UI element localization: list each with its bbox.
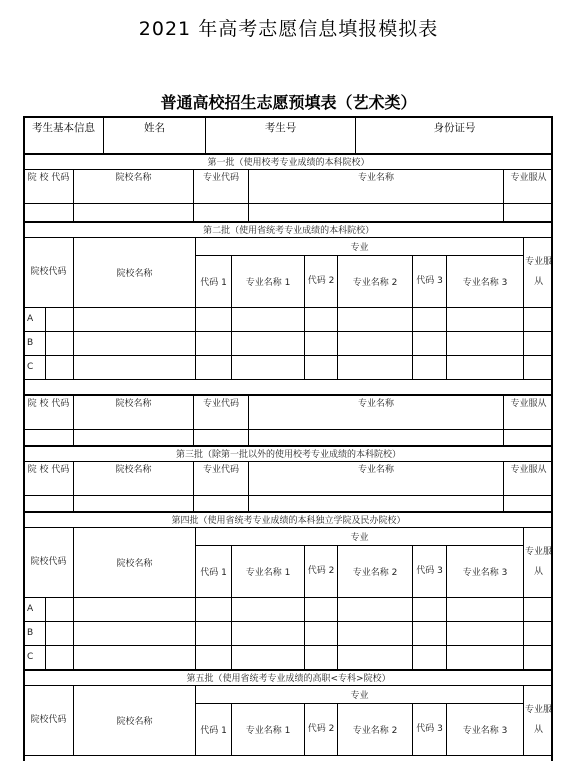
major-obey-header: 专业服从 bbox=[504, 395, 554, 429]
input-cell[interactable] bbox=[447, 597, 524, 621]
name2-header: 专业名称 2 bbox=[338, 255, 413, 307]
input-cell[interactable] bbox=[524, 331, 554, 355]
input-cell[interactable] bbox=[447, 645, 524, 669]
input-cell[interactable] bbox=[74, 203, 194, 221]
input-cell[interactable] bbox=[524, 597, 554, 621]
input-cell[interactable] bbox=[249, 495, 504, 511]
input-cell[interactable] bbox=[24, 429, 74, 445]
batch2-title: 第二批（使用省统考专业成绩的本科院校） bbox=[24, 222, 554, 237]
input-cell[interactable] bbox=[232, 331, 305, 355]
input-cell[interactable] bbox=[249, 429, 504, 445]
batch4-table bbox=[23, 512, 553, 670]
input-cell[interactable] bbox=[305, 331, 338, 355]
code1-header: 代码 1 bbox=[196, 703, 232, 755]
input-cell[interactable] bbox=[524, 355, 554, 379]
code2-header: 代码 2 bbox=[305, 255, 338, 307]
input-cell[interactable] bbox=[338, 645, 413, 669]
input-cell[interactable] bbox=[413, 645, 447, 669]
code2-header: 代码 2 bbox=[305, 545, 338, 597]
basic-info-table bbox=[23, 116, 553, 154]
input-cell[interactable] bbox=[249, 203, 504, 221]
input-cell[interactable] bbox=[413, 307, 447, 331]
code3-header: 代码 3 bbox=[413, 255, 447, 307]
row-label-b: B bbox=[24, 621, 46, 645]
row-label-b: B bbox=[24, 331, 46, 355]
input-cell[interactable] bbox=[194, 429, 249, 445]
batch1-table bbox=[23, 154, 553, 222]
spacer-row bbox=[24, 379, 554, 394]
input-cell[interactable] bbox=[232, 355, 305, 379]
input-cell[interactable] bbox=[74, 331, 196, 355]
name1-header: 专业名称 1 bbox=[232, 545, 305, 597]
school-code-header: 院 校 代码 bbox=[24, 395, 74, 429]
input-cell[interactable] bbox=[338, 331, 413, 355]
school-code-header: 院校代码 bbox=[24, 527, 74, 597]
input-cell[interactable] bbox=[24, 495, 74, 511]
school-code-header: 院 校 代码 bbox=[24, 461, 74, 495]
input-cell[interactable] bbox=[232, 645, 305, 669]
school-name-header: 院校名称 bbox=[74, 685, 196, 755]
input-cell[interactable] bbox=[74, 429, 194, 445]
major-group-header: 专业 bbox=[196, 527, 524, 545]
name3-header: 专业名称 3 bbox=[447, 703, 524, 755]
input-cell[interactable] bbox=[46, 355, 74, 379]
major-name-header: 专业名称 bbox=[249, 169, 504, 203]
name3-header: 专业名称 3 bbox=[447, 255, 524, 307]
input-cell[interactable] bbox=[196, 597, 232, 621]
school-name-header: 院校名称 bbox=[74, 395, 194, 429]
major-code-header: 专业代码 bbox=[194, 395, 249, 429]
input-cell[interactable] bbox=[24, 203, 74, 221]
name2-header: 专业名称 2 bbox=[338, 545, 413, 597]
major-obey-header: 专业服从 bbox=[524, 237, 554, 307]
input-cell[interactable] bbox=[74, 307, 196, 331]
batch5-table bbox=[23, 670, 553, 756]
input-cell[interactable] bbox=[46, 621, 74, 645]
input-cell[interactable] bbox=[338, 597, 413, 621]
batch3-table bbox=[23, 446, 553, 512]
school-name-header: 院校名称 bbox=[74, 169, 194, 203]
form-subtitle: 普通高校招生志愿预填表（艺术类） bbox=[160, 93, 417, 112]
input-cell[interactable] bbox=[413, 331, 447, 355]
name1-header: 专业名称 1 bbox=[232, 255, 305, 307]
input-cell[interactable] bbox=[447, 621, 524, 645]
input-cell[interactable] bbox=[447, 355, 524, 379]
id-number-label: 身份证号 bbox=[356, 117, 554, 153]
input-cell[interactable] bbox=[504, 495, 554, 511]
exam-number-label: 考生号 bbox=[206, 117, 356, 153]
application-form bbox=[23, 116, 553, 761]
input-cell[interactable] bbox=[524, 307, 554, 331]
major-obey-header: 专业服从 bbox=[524, 527, 554, 597]
school-name-header: 院校名称 bbox=[74, 527, 196, 597]
input-cell[interactable] bbox=[504, 429, 554, 445]
major-group-header: 专业 bbox=[196, 685, 524, 703]
input-cell[interactable] bbox=[305, 621, 338, 645]
major-obey-header: 专业服从 bbox=[524, 685, 554, 755]
row-label-c: C bbox=[24, 355, 46, 379]
name-label: 姓名 bbox=[104, 117, 206, 153]
code3-header: 代码 3 bbox=[413, 703, 447, 755]
major-code-header: 专业代码 bbox=[194, 169, 249, 203]
school-code-header: 院校代码 bbox=[24, 685, 74, 755]
major-name-header: 专业名称 bbox=[249, 395, 504, 429]
input-cell[interactable] bbox=[232, 621, 305, 645]
input-cell[interactable] bbox=[447, 307, 524, 331]
page-title: 2021 年高考志愿信息填报模拟表 bbox=[138, 18, 439, 40]
input-cell[interactable] bbox=[196, 307, 232, 331]
input-cell[interactable] bbox=[305, 645, 338, 669]
batch3-title: 第三批（除第一批以外的使用校考专业成绩的本科院校） bbox=[24, 446, 554, 461]
batch2-table bbox=[23, 222, 553, 395]
input-cell[interactable] bbox=[413, 355, 447, 379]
input-cell[interactable] bbox=[74, 355, 196, 379]
input-cell[interactable] bbox=[232, 597, 305, 621]
input-cell[interactable] bbox=[524, 645, 554, 669]
basic-info-label: 考生基本信息 bbox=[24, 117, 104, 153]
code1-header: 代码 1 bbox=[196, 255, 232, 307]
input-cell[interactable] bbox=[196, 645, 232, 669]
major-code-header: 专业代码 bbox=[194, 461, 249, 495]
major-group-header: 专业 bbox=[196, 237, 524, 255]
input-cell[interactable] bbox=[447, 331, 524, 355]
school-name-header: 院校名称 bbox=[74, 237, 196, 307]
input-cell[interactable] bbox=[74, 495, 194, 511]
input-cell[interactable] bbox=[46, 307, 74, 331]
name2-header: 专业名称 2 bbox=[338, 703, 413, 755]
input-cell[interactable] bbox=[46, 645, 74, 669]
input-cell[interactable] bbox=[504, 203, 554, 221]
input-cell[interactable] bbox=[305, 307, 338, 331]
input-cell[interactable] bbox=[194, 495, 249, 511]
major-obey-header: 专业服从 bbox=[504, 461, 554, 495]
code2-header: 代码 2 bbox=[305, 703, 338, 755]
row-label-c: C bbox=[24, 645, 46, 669]
row-label-a: A bbox=[24, 597, 46, 621]
school-code-header: 院校代码 bbox=[24, 237, 74, 307]
row-label-a: A bbox=[24, 307, 46, 331]
input-cell[interactable] bbox=[196, 355, 232, 379]
school-code-header: 院 校 代码 bbox=[24, 169, 74, 203]
input-cell[interactable] bbox=[74, 597, 196, 621]
input-cell[interactable] bbox=[74, 621, 196, 645]
input-cell[interactable] bbox=[196, 331, 232, 355]
input-cell[interactable] bbox=[413, 597, 447, 621]
school-name-header: 院校名称 bbox=[74, 461, 194, 495]
code1-header: 代码 1 bbox=[196, 545, 232, 597]
batch1-title: 第一批（使用校考专业成绩的本科院校） bbox=[24, 154, 554, 169]
code3-header: 代码 3 bbox=[413, 545, 447, 597]
batch4-title: 第四批（使用省统考专业成绩的本科独立学院及民办院校） bbox=[24, 512, 554, 527]
batch2-extra-table bbox=[23, 395, 553, 446]
batch5-title: 第五批（使用省统考专业成绩的高职<专科>院校） bbox=[24, 670, 554, 685]
input-cell[interactable] bbox=[74, 645, 196, 669]
name1-header: 专业名称 1 bbox=[232, 703, 305, 755]
major-obey-header: 专业服从 bbox=[504, 169, 554, 203]
input-cell[interactable] bbox=[305, 355, 338, 379]
input-cell[interactable] bbox=[524, 621, 554, 645]
input-cell[interactable] bbox=[338, 621, 413, 645]
input-cell[interactable] bbox=[305, 597, 338, 621]
input-cell[interactable] bbox=[338, 307, 413, 331]
input-cell[interactable] bbox=[194, 203, 249, 221]
input-cell[interactable] bbox=[232, 307, 305, 331]
input-cell[interactable] bbox=[46, 597, 74, 621]
input-cell[interactable] bbox=[46, 331, 74, 355]
input-cell[interactable] bbox=[338, 355, 413, 379]
input-cell[interactable] bbox=[196, 621, 232, 645]
input-cell[interactable] bbox=[413, 621, 447, 645]
name3-header: 专业名称 3 bbox=[447, 545, 524, 597]
major-name-header: 专业名称 bbox=[249, 461, 504, 495]
